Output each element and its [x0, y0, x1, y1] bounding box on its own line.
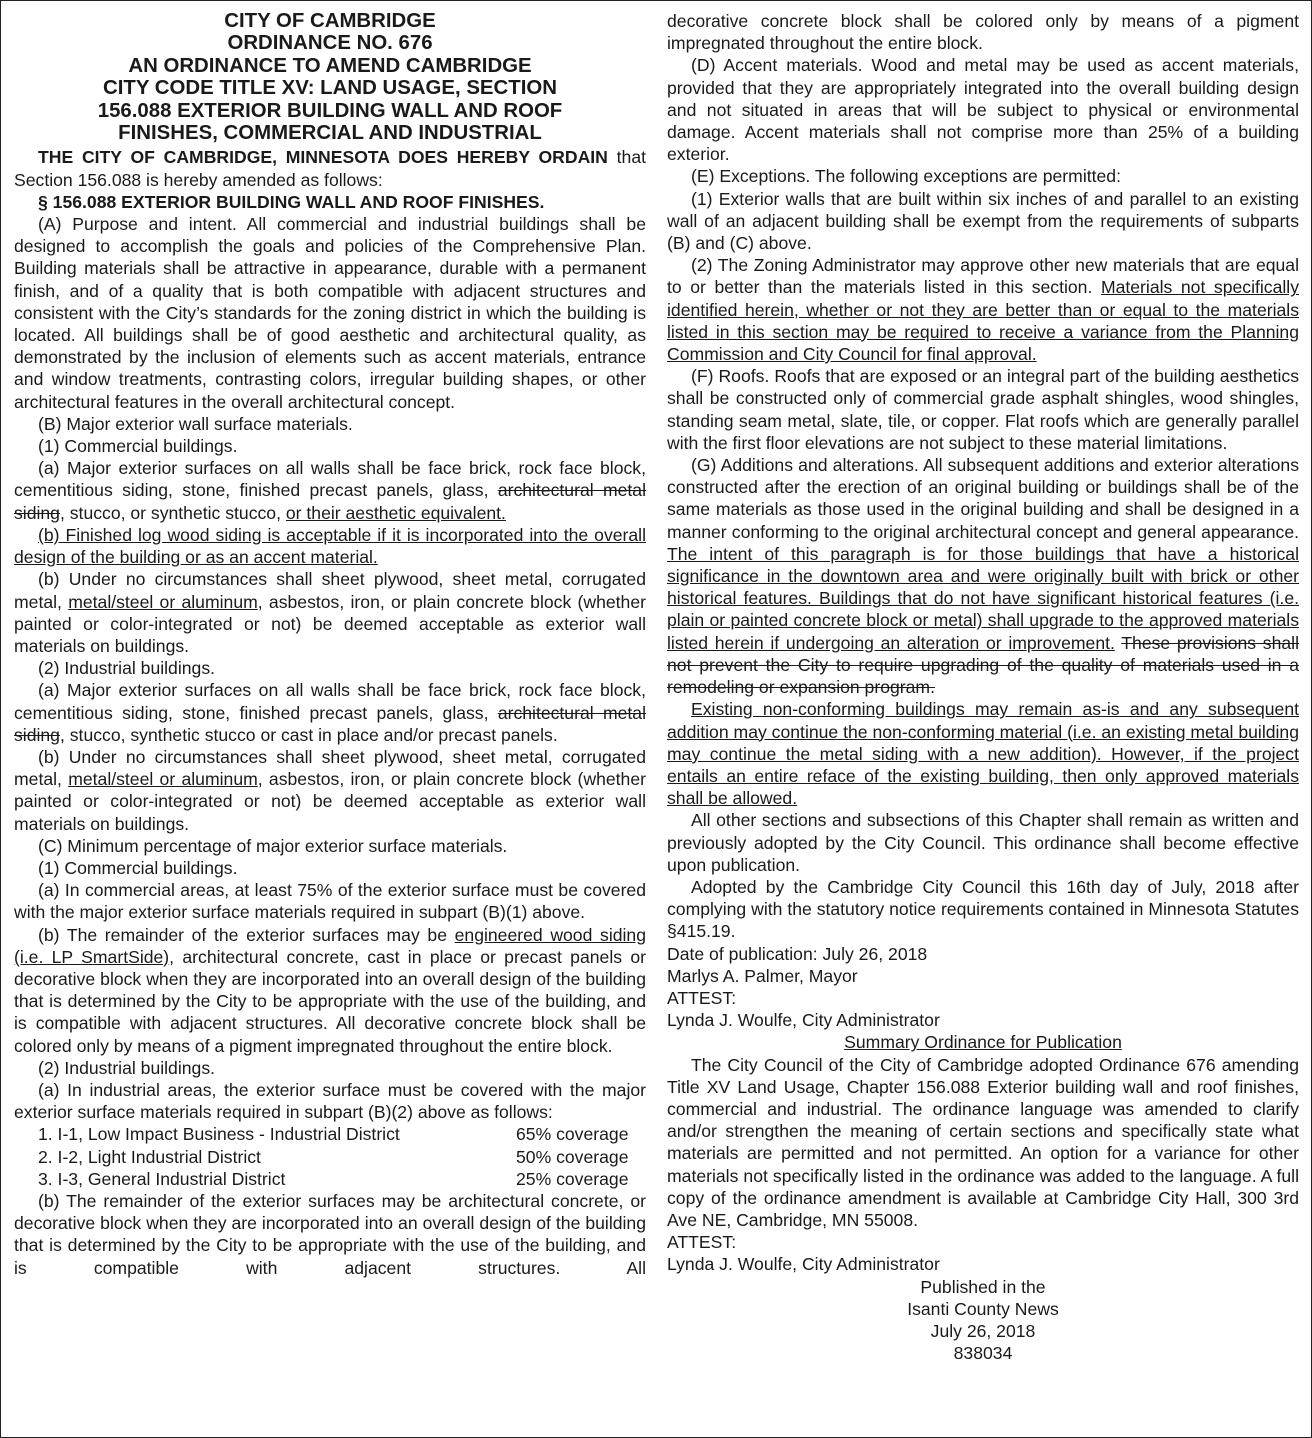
paragraph-C2a: (a) In industrial areas, the exterior surface must be covered with the major exterior surface materials required in subpart (B)(2) above as follows: [14, 1079, 646, 1123]
coverage-value: 65% coverage [516, 1124, 629, 1145]
struck-text: These provisions shall not prevent the City to require upgrading of the quality of materials used in a remodeling or expansion program. [667, 632, 1299, 698]
underlined-text: The intent of this paragraph is for those buildings that have a historical significance in the downtown area and were originally built with brick or other historical features. Buildings that do not have significant historical features (i.e. plain or painted concrete block or metal) shall upgrade to the approved materials listed herein if undergoing an alteration or improvement. [667, 543, 1299, 653]
district-label: 1. I-1, Low Impact Business - Industrial District [38, 1124, 400, 1145]
text: , stucco, or synthetic stucco, [59, 502, 286, 523]
section-heading: § 156.088 EXTERIOR BUILDING WALL AND ROOF FINISHES. [38, 191, 545, 212]
paragraph-A: (A) Purpose and intent. All commercial and industrial buildings shall be designed to accomplish the goals and policies of the Comprehensive Plan. Building materials shall be attractive in appearance, durable with a permanent finish, and of a quality that is both compatible with adjacent structures and consistent with the City’s standards for the zoning district in which the building is located. All buildings shall be of good aesthetic and architectural quality, as demonstrated by the inclusion of elements such as accent materials, entrance and window treatments, contrasting colors, irregular building shapes, or other architectural features in the overall architectural concept. [14, 214, 646, 412]
published-line: Published in the [920, 1276, 1046, 1297]
paragraph-B1a [14, 457, 646, 524]
underlined-text: Materials not specifically identified herein, whether or not they are better than or equal to the materials listed in this section may be required to receive a variance from the Planning Commission and City Council for final approval. [667, 277, 1299, 365]
title-line: AN ORDINANCE TO AMEND CAMBRIDGE [128, 54, 532, 77]
text: (a) Major exterior surfaces on all walls shall be face brick, rock face block, cementitious siding, stone, finished precast panels, glass, [14, 680, 646, 723]
underlined-text: engineered wood siding (i.e. LP SmartSide) [14, 924, 646, 967]
paragraph-E1: (1) Exterior walls that are built within six inches of and parallel to an existing wall of an adjacent building shall be exempt from the requirements of subparts (B) and (C) above. [667, 188, 1299, 254]
underlined-text: metal/steel or aluminum [68, 769, 258, 790]
coverage-row [14, 1123, 646, 1145]
district-label: 2. I-2, Light Industrial District [38, 1146, 261, 1167]
administrator-signature: Lynda J. Woulfe, City Administrator [667, 1010, 940, 1031]
underlined-text: metal/steel or aluminum [68, 591, 258, 612]
paragraph-B2b [14, 746, 646, 835]
summary-heading: Summary Ordinance for Publication [844, 1032, 1122, 1053]
paragraph-B2: (2) Industrial buildings. [38, 658, 216, 679]
ordinance-title [14, 10, 646, 144]
ordain-clause [14, 146, 646, 190]
paragraph-F: (F) Roofs. Roofs that are exposed or an integral part of the building aesthetics shall be constructed only of commercial grade asphalt shingles, wood shingles, standing seam metal, slate, tile, or copper. Flat roofs which are generally parallel with the first floor elevations are not subject to these material limitations. [667, 366, 1299, 453]
paragraph-C1b [14, 924, 646, 1057]
paragraph-nonconforming: Existing non-conforming buildings may remain as-is and any subsequent addition may continue the non-conforming material (i.e. an existing metal building may continue the metal siding with a new addition). However, if the project entails an entire reface of the existing building, then only approved materials shall be allowed. [667, 699, 1299, 809]
coverage-row [14, 1168, 646, 1190]
title-line: 156.088 EXTERIOR BUILDING WALL AND ROOF [97, 99, 563, 122]
struck-text: architectural metal siding [14, 480, 646, 523]
paragraph-B2a [14, 679, 646, 746]
title-line: CITY OF CAMBRIDGE [224, 10, 436, 32]
paragraph-other-sections: All other sections and subsections of this Chapter shall remain as written and previously adopted by the City Council. This ordinance shall become effective upon publication. [667, 810, 1299, 875]
ordain-bold: THE CITY OF CAMBRIDGE, MINNESOTA DOES HEREBY ORDAIN [38, 147, 608, 168]
paragraph-D: (D) Accent materials. Wood and metal may be used as accent materials, provided that they are appropriately integrated into the overall building design and not situated in areas that will be subject to physical or environmental damage. Accent materials shall not comprise more than 25% of a building exterior. [667, 55, 1299, 165]
district-label: 3. I-3, General Industrial District [38, 1168, 286, 1189]
newspaper-name: Isanti County News [907, 1298, 1059, 1319]
administrator-signature: Lynda J. Woulfe, City Administrator [667, 1254, 940, 1275]
notice-number: 838034 [953, 1343, 1013, 1364]
attest-label: ATTEST: [667, 1232, 737, 1253]
summary-paragraph: The City Council of the City of Cambridge adopted Ordinance 676 amending Title XV Land Usage, Chapter 156.088 Exterior building wall and roof finishes, commercial and industrial. The ordinance language was amended to clarify and/or strengthen the meaning of certain sections and specifically state what materials are permitted and not permitted. An option for a variance for other materials not specifically listed in the ordinance was added to the language. A full copy of the ordinance amendment is available at Cambridge City Hall, 300 3rd Ave NE, Cambridge, MN 55008. [667, 1054, 1299, 1230]
paragraph-C: (C) Minimum percentage of major exterior surface materials. [38, 835, 508, 856]
paragraph-C1a: (a) In commercial areas, at least 75% of the exterior surface must be covered with the major exterior surface materials required in subpart (B)(1) above. [14, 880, 646, 923]
title-line: CITY CODE TITLE XV: LAND USAGE, SECTION [103, 77, 557, 100]
paragraph-C1: (1) Commercial buildings. [38, 857, 238, 878]
coverage-list [14, 1123, 646, 1190]
paragraph-E2 [667, 254, 1299, 365]
title-line: FINISHES, COMMERCIAL AND INDUSTRIAL [118, 122, 542, 145]
coverage-row [14, 1146, 646, 1168]
left-column [14, 10, 646, 1279]
attest-label: ATTEST: [667, 987, 737, 1008]
paragraph-G [667, 454, 1299, 698]
paragraph-E: (E) Exceptions. The following exceptions are permitted: [691, 166, 1121, 187]
publication-info [667, 1276, 1299, 1365]
text: (G) Additions and alterations. All subsequent additions and exterior alterations constructed after the erection of an original building or buildings shall be of the same materials as those used in the original building and shall be designed in a manner conforming to the original architectural concept and general appearance. [667, 455, 1299, 542]
paragraph-C2: (2) Industrial buildings. [38, 1057, 216, 1078]
coverage-value: 50% coverage [516, 1146, 629, 1167]
paragraph-B1b-new: (b) Finished log wood siding is acceptable if it is incorporated into the overall design of the building or as an accent material. [14, 524, 646, 568]
underlined-text: or their aesthetic equivalent. [285, 502, 506, 523]
paragraph-B: (B) Major exterior wall surface materials. [38, 413, 353, 434]
paragraph-adopted: Adopted by the Cambridge City Council this 16th day of July, 2018 after complying with the statutory notice requirements contained in Minnesota Statutes §415.19. [667, 876, 1299, 942]
title-line: ORDINANCE NO. 676 [227, 32, 433, 55]
text: , stucco, synthetic stucco or cast in place and/or precast panels. [59, 724, 558, 745]
paragraph-C2b-continued: decorative concrete block shall be colored only by means of a pigment impregnated throughout the entire block. [667, 11, 1299, 54]
coverage-value: 25% coverage [516, 1168, 629, 1189]
text: (b) Under no circumstances shall sheet plywood, sheet metal, corrugated metal, [14, 569, 646, 612]
text: (2) The Zoning Administrator may approve other new materials that are equal to or better than the materials listed in this section. [667, 255, 1299, 298]
right-column [667, 10, 1299, 1364]
mayor-signature: Marlys A. Palmer, Mayor [667, 965, 858, 986]
published-date: July 26, 2018 [930, 1320, 1036, 1341]
text: (b) Under no circumstances shall sheet plywood, sheet metal, corrugated metal, [14, 746, 646, 790]
paragraph-B1: (1) Commercial buildings. [38, 436, 238, 457]
publication-date: Date of publication: July 26, 2018 [667, 943, 928, 964]
text: , architectural concrete, cast in place or precast panels or decorative block when they are incorporated into an overall design of the building that is determined by the City to be appropriate with the use of the building, and is compatible with adjacent structures. All decorative concrete block shall be colored only by means of a pigment impregnated throughout the entire block. [14, 946, 646, 1056]
struck-text: architectural metal siding [14, 702, 646, 745]
text: (b) The remainder of the exterior surfaces may be [38, 924, 455, 945]
text: , asbestos, iron, or plain concrete block (whether painted or color-integrated or not) be deemed acceptable as exterior wall materials on buildings. [14, 591, 646, 656]
paragraph-B1b [14, 568, 646, 657]
paragraph-C2b: (b) The remainder of the exterior surfaces may be architectural concrete, or decorative block when they are incorporated into an overall design of the building that is determined by the City to be appropriate with the use of the building, and is compatible with adjacent structures. All [14, 1190, 646, 1278]
ordain-rest: that Section 156.088 is hereby amended as follows: [14, 147, 647, 190]
text: , asbestos, iron, or plain concrete block (whether painted or color-integrated or not) be deemed acceptable as exterior wall materials on buildings. [14, 769, 646, 834]
text: (a) Major exterior surfaces on all walls shall be face brick, rock face block, cementitious siding, stone, finished precast panels, glass, [14, 458, 646, 501]
